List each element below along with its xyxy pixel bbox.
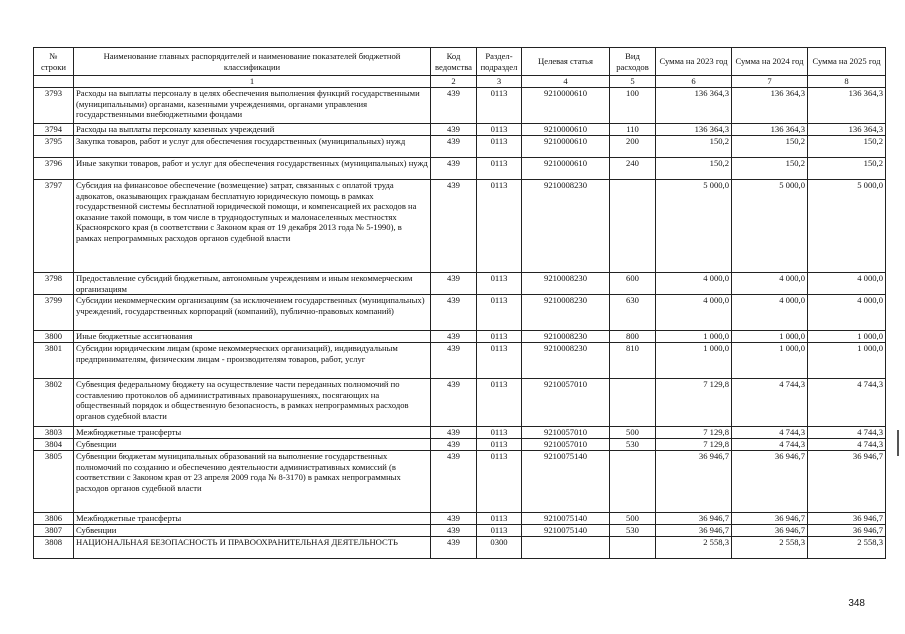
row-number-cell: 3795: [34, 136, 74, 158]
section-code-cell: 0113: [477, 331, 522, 343]
header-expense-type: Вид расходов: [610, 48, 656, 76]
row-number-cell: 3798: [34, 273, 74, 295]
section-code-cell: 0113: [477, 439, 522, 451]
column-number: 8: [808, 76, 886, 88]
sum-2023-cell: 150,2: [656, 136, 732, 158]
header-sum-2024: Сумма на 2024 год: [732, 48, 808, 76]
table-row: [34, 513, 886, 525]
table-row: [34, 295, 886, 331]
table-row: [34, 180, 886, 273]
sum-2025-cell: 4 000,0: [808, 295, 886, 331]
section-code-cell: 0113: [477, 379, 522, 427]
row-number-cell: 3797: [34, 180, 74, 273]
table-row: [34, 525, 886, 537]
sum-2025-cell: 136 364,3: [808, 88, 886, 124]
sum-2023-cell: 4 000,0: [656, 295, 732, 331]
dept-code-cell: 439: [431, 273, 477, 295]
section-code-cell: 0113: [477, 343, 522, 379]
row-name-cell: Субвенции: [74, 439, 431, 451]
section-code-cell: 0113: [477, 273, 522, 295]
target-article-cell: 9210057010: [522, 439, 610, 451]
row-number-cell: 3800: [34, 331, 74, 343]
target-article-cell: 9210008230: [522, 273, 610, 295]
header-row: [34, 48, 886, 76]
row-number-cell: 3796: [34, 158, 74, 180]
sum-2023-cell: 36 946,7: [656, 513, 732, 525]
row-number-cell: 3802: [34, 379, 74, 427]
sum-2023-cell: 36 946,7: [656, 451, 732, 513]
row-name-cell: Расходы на выплаты персоналу в целях обеспечения выполнения функций государственными (муниципальными) органами, казенными учреждениями, органами управления государственными внебюджетными фондами: [74, 88, 431, 124]
row-name-cell: НАЦИОНАЛЬНАЯ БЕЗОПАСНОСТЬ И ПРАВООХРАНИТЕЛЬНАЯ ДЕЯТЕЛЬНОСТЬ: [74, 537, 431, 559]
sum-2024-cell: 4 744,3: [732, 439, 808, 451]
column-number: 6: [656, 76, 732, 88]
sum-2024-cell: 136 364,3: [732, 124, 808, 136]
dept-code-cell: 439: [431, 180, 477, 273]
sum-2023-cell: 5 000,0: [656, 180, 732, 273]
sum-2025-cell: 1 000,0: [808, 331, 886, 343]
sum-2025-cell: 136 364,3: [808, 124, 886, 136]
row-number-cell: 3805: [34, 451, 74, 513]
expense-type-cell: 800: [610, 331, 656, 343]
sum-2023-cell: 1 000,0: [656, 343, 732, 379]
section-code-cell: 0113: [477, 513, 522, 525]
expense-type-cell: 200: [610, 136, 656, 158]
expense-type-cell: 530: [610, 525, 656, 537]
target-article-cell: 9210008230: [522, 331, 610, 343]
sum-2024-cell: 150,2: [732, 136, 808, 158]
expense-type-cell: 810: [610, 343, 656, 379]
dept-code-cell: 439: [431, 331, 477, 343]
table-row: [34, 158, 886, 180]
row-name-cell: Субвенция федеральному бюджету на осуществление части переданных полномочий по составлению протоколов об административных правонарушениях, посягающих на общественный порядок и общественную безопасность, в рамках непрограммных расходов органов судебной власти: [74, 379, 431, 427]
column-number: 3: [477, 76, 522, 88]
sum-2024-cell: 36 946,7: [732, 513, 808, 525]
table-row: [34, 273, 886, 295]
expense-type-cell: [610, 180, 656, 273]
sum-2023-cell: 7 129,8: [656, 439, 732, 451]
target-article-cell: 9210000610: [522, 158, 610, 180]
table-row: [34, 439, 886, 451]
expense-type-cell: [610, 379, 656, 427]
target-article-cell: [522, 537, 610, 559]
sum-2024-cell: 5 000,0: [732, 180, 808, 273]
target-article-cell: 9210000610: [522, 124, 610, 136]
row-number-cell: 3806: [34, 513, 74, 525]
dept-code-cell: 439: [431, 295, 477, 331]
dept-code-cell: 439: [431, 124, 477, 136]
column-number-row: [34, 76, 886, 88]
row-name-cell: Межбюджетные трансферты: [74, 513, 431, 525]
target-article-cell: 9210008230: [522, 295, 610, 331]
table-row: [34, 379, 886, 427]
expense-type-cell: 110: [610, 124, 656, 136]
sum-2023-cell: 150,2: [656, 158, 732, 180]
target-article-cell: 9210057010: [522, 379, 610, 427]
section-code-cell: 0113: [477, 451, 522, 513]
row-number-cell: 3803: [34, 427, 74, 439]
sum-2025-cell: 2 558,3: [808, 537, 886, 559]
sum-2025-cell: 150,2: [808, 136, 886, 158]
column-number: 4: [522, 76, 610, 88]
expense-type-cell: 530: [610, 439, 656, 451]
sum-2025-cell: 4 000,0: [808, 273, 886, 295]
dept-code-cell: 439: [431, 537, 477, 559]
row-name-cell: Иные бюджетные ассигнования: [74, 331, 431, 343]
sum-2025-cell: 150,2: [808, 158, 886, 180]
row-number-cell: 3808: [34, 537, 74, 559]
section-code-cell: 0113: [477, 124, 522, 136]
dept-code-cell: 439: [431, 525, 477, 537]
dept-code-cell: 439: [431, 343, 477, 379]
sum-2024-cell: 4 744,3: [732, 427, 808, 439]
row-name-cell: Субвенции бюджетам муниципальных образований на выполнение государственных полномочий по созданию и обеспечению деятельности административных комиссий (в соответствии с Законом края от 23 апреля 2009 года № 8-3170) в рамках непрограммных расходов органов судебной власти: [74, 451, 431, 513]
table-row: [34, 136, 886, 158]
table-row: [34, 124, 886, 136]
header-section: Раздел-подраздел: [477, 48, 522, 76]
page-number: 348: [848, 598, 865, 609]
table-row: [34, 451, 886, 513]
target-article-cell: 9210008230: [522, 180, 610, 273]
section-code-cell: 0113: [477, 295, 522, 331]
header-sum-2025: Сумма на 2025 год: [808, 48, 886, 76]
sum-2024-cell: 1 000,0: [732, 343, 808, 379]
row-name-cell: Расходы на выплаты персоналу казенных учреждений: [74, 124, 431, 136]
header-row-number: № строки: [34, 48, 74, 76]
dept-code-cell: 439: [431, 136, 477, 158]
row-name-cell: Межбюджетные трансферты: [74, 427, 431, 439]
header-sum-2023: Сумма на 2023 год: [656, 48, 732, 76]
target-article-cell: 9210008230: [522, 343, 610, 379]
row-name-cell: Иные закупки товаров, работ и услуг для обеспечения государственных (муниципальных) нужд: [74, 158, 431, 180]
expense-type-cell: 500: [610, 427, 656, 439]
sum-2024-cell: 4 000,0: [732, 295, 808, 331]
expense-type-cell: 630: [610, 295, 656, 331]
section-code-cell: 0113: [477, 88, 522, 124]
expense-type-cell: [610, 537, 656, 559]
dept-code-cell: 439: [431, 158, 477, 180]
dept-code-cell: 439: [431, 513, 477, 525]
dept-code-cell: 439: [431, 427, 477, 439]
row-number-cell: 3804: [34, 439, 74, 451]
column-number: [34, 76, 74, 88]
sum-2023-cell: 7 129,8: [656, 379, 732, 427]
sum-2024-cell: 2 558,3: [732, 537, 808, 559]
sum-2023-cell: 4 000,0: [656, 273, 732, 295]
dept-code-cell: 439: [431, 379, 477, 427]
row-number-cell: 3793: [34, 88, 74, 124]
header-name: Наименование главных распорядителей и наименование показателей бюджетной классификации: [74, 48, 431, 76]
scan-edge-mark: [897, 430, 899, 456]
sum-2023-cell: 136 364,3: [656, 124, 732, 136]
table-row: [34, 331, 886, 343]
sum-2023-cell: 2 558,3: [656, 537, 732, 559]
sum-2023-cell: 36 946,7: [656, 525, 732, 537]
sum-2025-cell: 4 744,3: [808, 439, 886, 451]
dept-code-cell: 439: [431, 439, 477, 451]
header-dept-code: Код ведомства: [431, 48, 477, 76]
sum-2024-cell: 4 000,0: [732, 273, 808, 295]
sum-2024-cell: 150,2: [732, 158, 808, 180]
table-row: [34, 427, 886, 439]
expense-type-cell: 240: [610, 158, 656, 180]
table-row: [34, 537, 886, 559]
dept-code-cell: 439: [431, 451, 477, 513]
sum-2025-cell: 36 946,7: [808, 451, 886, 513]
sum-2025-cell: 4 744,3: [808, 427, 886, 439]
section-code-cell: 0113: [477, 525, 522, 537]
section-code-cell: 0113: [477, 158, 522, 180]
sum-2025-cell: 4 744,3: [808, 379, 886, 427]
target-article-cell: 9210057010: [522, 427, 610, 439]
sum-2025-cell: 5 000,0: [808, 180, 886, 273]
sum-2024-cell: 136 364,3: [732, 88, 808, 124]
expense-type-cell: 500: [610, 513, 656, 525]
target-article-cell: 9210075140: [522, 525, 610, 537]
sum-2023-cell: 1 000,0: [656, 331, 732, 343]
sum-2023-cell: 7 129,8: [656, 427, 732, 439]
sum-2025-cell: 1 000,0: [808, 343, 886, 379]
row-name-cell: Предоставление субсидий бюджетным, автономным учреждениям и иным некоммерческим организациям: [74, 273, 431, 295]
table-row: [34, 343, 886, 379]
section-code-cell: 0113: [477, 136, 522, 158]
row-number-cell: 3794: [34, 124, 74, 136]
row-name-cell: Закупка товаров, работ и услуг для обеспечения государственных (муниципальных) нужд: [74, 136, 431, 158]
table-row: [34, 88, 886, 124]
row-name-cell: Субсидии некоммерческим организациям (за исключением государственных (муниципальных) учреждений, государственных корпораций (компаний), публично-правовых компаний): [74, 295, 431, 331]
section-code-cell: 0113: [477, 180, 522, 273]
sum-2023-cell: 136 364,3: [656, 88, 732, 124]
sum-2024-cell: 36 946,7: [732, 451, 808, 513]
row-number-cell: 3801: [34, 343, 74, 379]
target-article-cell: 9210075140: [522, 451, 610, 513]
dept-code-cell: 439: [431, 88, 477, 124]
sum-2024-cell: 36 946,7: [732, 525, 808, 537]
expense-type-cell: 600: [610, 273, 656, 295]
column-number: 7: [732, 76, 808, 88]
row-number-cell: 3799: [34, 295, 74, 331]
row-name-cell: Субсидия на финансовое обеспечение (возмещение) затрат, связанных с оплатой труда адвокатов, оказывающих гражданам бесплатную юридическую помощь в рамках государственной системы бесплатной юридической помощи, и компенсацией их расходов на оказание такой помощи, в том числе в труднодоступных и малонаселенных местностях Красноярского края (в соответствии с Законом края от 19 декабря 2013 года № 5-1990), в рамках непрограммных расходов органов судебной власти: [74, 180, 431, 273]
section-code-cell: 0300: [477, 537, 522, 559]
row-name-cell: Субвенции: [74, 525, 431, 537]
header-target-article: Целевая статья: [522, 48, 610, 76]
sum-2024-cell: 1 000,0: [732, 331, 808, 343]
section-code-cell: 0113: [477, 427, 522, 439]
row-name-cell: Субсидии юридическим лицам (кроме некоммерческих организаций), индивидуальным предпринимателям, физическим лицам - производителям товаров, работ, услуг: [74, 343, 431, 379]
expense-type-cell: [610, 451, 656, 513]
sum-2024-cell: 4 744,3: [732, 379, 808, 427]
target-article-cell: 9210000610: [522, 136, 610, 158]
column-number: 5: [610, 76, 656, 88]
budget-table: [33, 47, 886, 559]
column-number: 1: [74, 76, 431, 88]
sum-2025-cell: 36 946,7: [808, 525, 886, 537]
sum-2025-cell: 36 946,7: [808, 513, 886, 525]
expense-type-cell: 100: [610, 88, 656, 124]
target-article-cell: 9210000610: [522, 88, 610, 124]
column-number: 2: [431, 76, 477, 88]
target-article-cell: 9210075140: [522, 513, 610, 525]
row-number-cell: 3807: [34, 525, 74, 537]
